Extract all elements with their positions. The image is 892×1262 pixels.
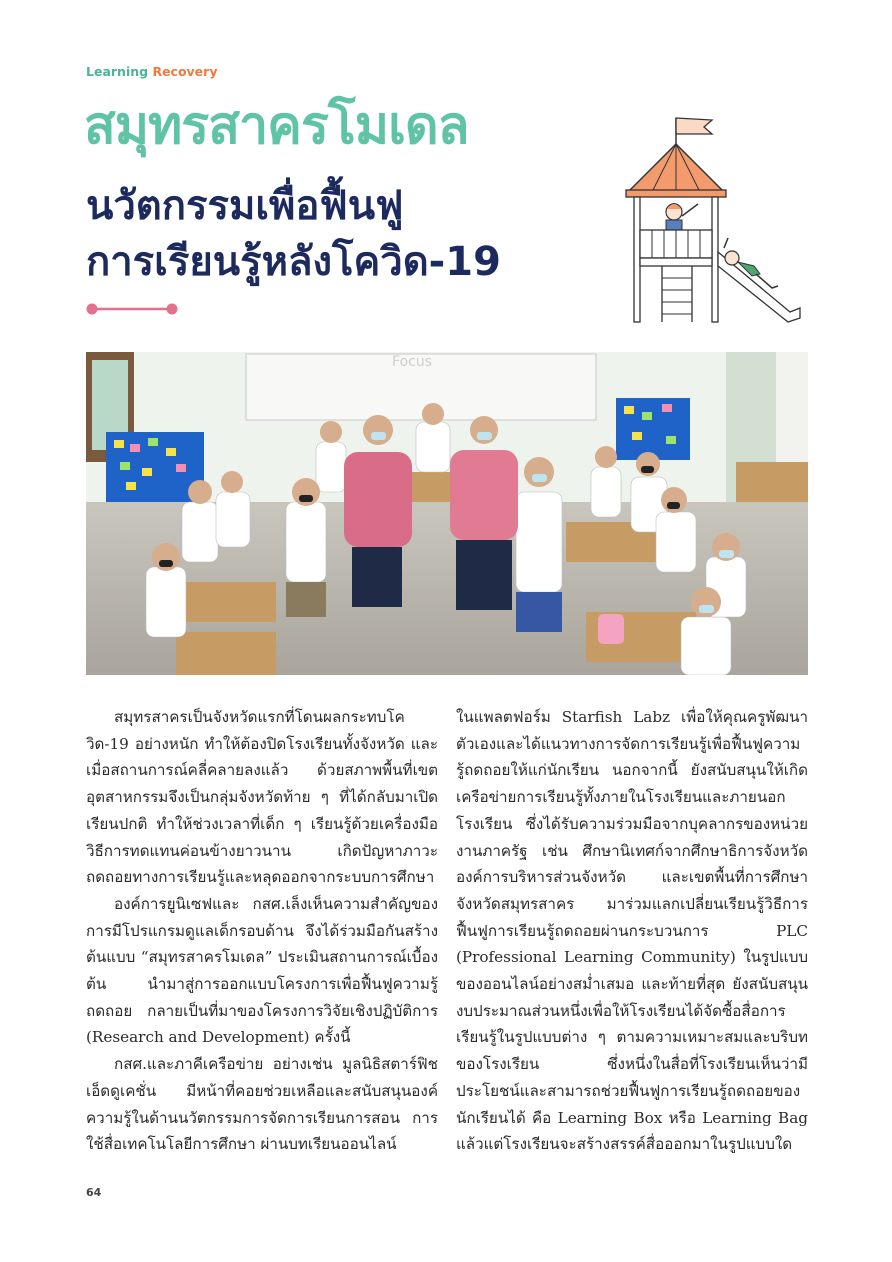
subtitle-line-1: นวัตกรรมเพื่อฟื้นฟู (86, 183, 404, 229)
playground-tower-illustration (624, 112, 804, 330)
subtitle-line-2: การเรียนรู้หลังโควิด-19 (86, 239, 501, 285)
page-number: 64 (86, 1186, 102, 1199)
page-title: สมุทรสาครโมเดล (84, 96, 469, 156)
body-paragraph-3: กสศ.และภาคีเครือข่าย อย่างเช่น มูลนิธิสตาร์ฟิช เอ็ดดูเคชั่น มีหน้าที่คอยช่วยเหลือและสนับสนุนองค์ความรู้ในด้านนวัตกรรมการจัดการเรียนการสอน การใช้สื่อเทคโนโลยีการศึกษา ผ่านบทเรียนออนไลน์ (86, 1055, 438, 1154)
body-column-right (456, 704, 808, 1158)
board-text: Focus (392, 354, 432, 370)
body-paragraph-2: องค์การยูนิเซฟและ กสศ.เล็งเห็นความสำคัญของการมีโปรแกรมดูแลเด็กรอบด้าน จึงได้ร่วมมือกันสร้างต้นแบบ “สมุทรสาครโมเดล” ประเมินสถานการณ์เบื้องต้น นำมาสู่การออกแบบโครงการเพื่อฟื้นฟูความรู้ถดถอย กลายเป็นที่มาของโครงการวิจัยเชิงปฏิบัติการ (Research and Development) ครั้งนี้ (86, 894, 438, 1047)
body-column-left (86, 704, 438, 1158)
section-label (86, 64, 217, 79)
section-label-recovery: Recovery (152, 64, 218, 79)
page-subtitle (86, 178, 501, 290)
classroom-photo (86, 352, 808, 675)
decorative-line (86, 302, 178, 316)
section-label-learning: Learning (86, 64, 149, 79)
body-paragraph-4: ในแพลตฟอร์ม Starfish Labz เพื่อให้คุณครูพัฒนาตัวเองและได้แนวทางการจัดการเรียนรู้เพื่อฟื้นฟูความรู้ถดถอยให้แก่นักเรียน นอกจากนี้ ยังสนับสนุนให้เกิดเครือข่ายการเรียนรู้ทั้งภายในโรงเรียนและภายนอกโรงเรียน ซึ่งได้รับความร่วมมือจากบุคลากรของหน่วยงานภาครัฐ เช่น ศึกษานิเทศก์จากศึกษาธิการจังหวัด องค์การบริหารส่วนจังหวัด และเขตพื้นที่การศึกษา จังหวัดสมุทรสาคร มาร่วมแลกเปลี่ยนเรียนรู้วิธีการฟื้นฟูการเรียนรู้ถดถอยผ่านกระบวนการ PLC (Professional Learning Community) ในรูปแบบของออนไลน์อย่างสม่ำเสมอ และท้ายที่สุด ยังสนับสนุนงบประมาณส่วนหนึ่งเพื่อให้โรงเรียนได้จัดซื้อสื่อการเรียนรู้ในรูปแบบต่าง ๆ ตามความเหมาะสมและบริบทของโรงเรียน ซึ่งหนึ่งในสื่อที่โรงเรียนเห็นว่ามีประโยชน์และสามารถช่วยฟื้นฟูการเรียนรู้ถดถอยของนักเรียนได้ คือ Learning Box หรือ Learning Bag แล้วแต่โรงเรียนจะสร้างสรรค์สื่อออกมาในรูปแบบใด (456, 708, 808, 1154)
body-paragraph-1: สมุทรสาครเป็นจังหวัดแรกที่โดนผลกระทบโควิด-19 อย่างหนัก ทำให้ต้องปิดโรงเรียนทั้งจังหวัด และเมื่อสถานการณ์คลี่คลายลงแล้ว ด้วยสภาพพื้นที่เขตอุตสาหกรรมจึงเป็นกลุ่มจังหวัดท้าย ๆ ที่ได้กลับมาเปิดเรียนปกติ ทำให้ช่วงเวลาที่เด็ก ๆ เรียนรู้ด้วยเครื่องมือวิธีการทดแทนค่อนข้างยาวนาน เกิดปัญหาภาวะถดถอยทางการเรียนรู้และหลุดออกจากระบบการศึกษา (86, 708, 438, 887)
